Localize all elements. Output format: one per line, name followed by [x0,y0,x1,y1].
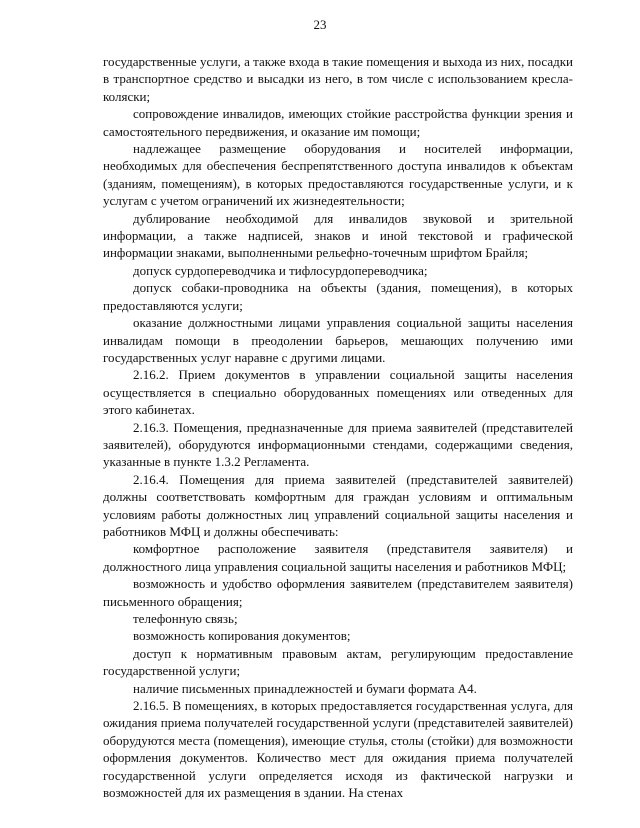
paragraph-2-16-3: 2.16.3. Помещения, предназначенные для приема заявителей (представителей заявителей), оборудуются информационными стендами, содержащими сведения, указанные в пункте 1.3.2 Регламента. [103,419,573,470]
paragraph-2-16-4: 2.16.4. Помещения для приема заявителей (представителей заявителей) должны соответствовать комфортным для граждан условиям и оптимальным условиям работы должностных лиц управлений социальной защиты населения и работников МФЦ и должны обеспечивать: [103,471,573,539]
paragraph-equipment-placement: надлежащее размещение оборудования и носителей информации, необходимых для обеспечения беспрепятственного доступа инвалидов к объектам (зданиям, помещениям), в которых предоставляются государственные услуги, и к услугам с учетом ограничений их жизнедеятельности; [103,141,573,209]
paragraph-continuation: государственные услуги, а также входа в такие помещения и выхода из них, посадки в транспортное средство и высадки из него, в том числе с использованием кресла-коляски; [103,54,573,104]
paragraph-2-16-5: 2.16.5. В помещениях, в которых предоставляется государственная услуга, для ожидания приема получателей государственной услуги (представителей заявителей) оборудуются места (помещения), имеющие стулья, столы (стойки) для возможности оформления документов. Количество мест для ожидания приема получателей государственной услуги определяется исходя из фактической нагрузки и возможностей для их размещения в здании. На стенах [103,698,573,801]
paragraph-legal-acts: доступ к нормативным правовым актам, регулирующим предоставление государственной услуги; [103,645,573,679]
paragraph-copying: возможность копирования документов; [133,628,351,644]
paragraph-sign-interpreter: допуск сурдопереводчика и тифлосурдопереводчика; [133,262,428,278]
paragraph-comfortable-placement: комфортное расположение заявителя (представителя заявителя) и должностного лица управления социальной защиты населения и работников МФЦ; [103,541,573,574]
paragraph-2-16-2: 2.16.2. Прием документов в управлении социальной защиты населения осуществляется в специально оборудованных помещениях или отведенных для этого кабинетах. [103,367,573,418]
paragraph-braille-duplication: дублирование необходимой для инвалидов звуковой и зрительной информации, а также надписей, знаков и иной текстовой и графической информации знаками, выполненными рельефно-точечным шрифтом Брайля; [103,210,573,261]
paragraph-telephone: телефонную связь; [133,611,238,626]
paragraph-escort-disabled: сопровождение инвалидов, имеющих стойкие расстройства функции зрения и самостоятельного передвижения, и оказание им помощи; [103,106,573,139]
page-number: 23 [313,17,327,32]
paragraph-guide-dog: допуск собаки-проводника на объекты (здания, помещения), в которых предоставляются услуги; [103,280,573,313]
paragraph-stationery: наличие письменных принадлежностей и бумаги формата А4. [133,680,477,696]
paragraph-staff-assistance: оказание должностными лицами управления социальной защиты населения инвалидам помощи в преодолении барьеров, мешающих получению ими государственных услуг наравне с другими лицами. [103,315,573,365]
paragraph-written-request: возможность и удобство оформления заявителем (представителем заявителя) письменного обращения; [103,576,573,609]
document-body [103,53,573,801]
